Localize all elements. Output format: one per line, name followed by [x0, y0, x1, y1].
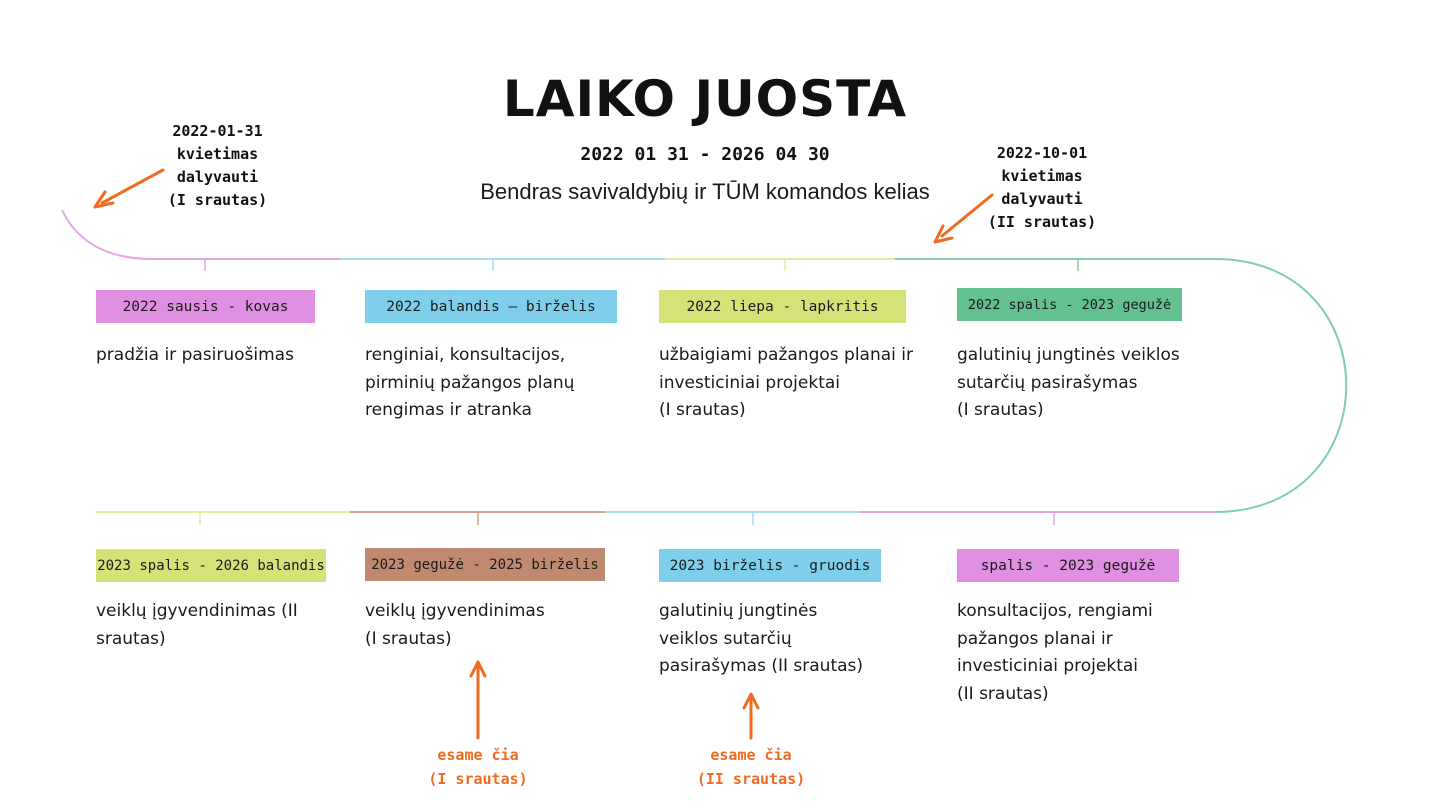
stage-badge-8: spalis - 2023 gegužė: [957, 549, 1179, 582]
callout-invitation-stream-2: [972, 142, 1112, 234]
stage-badge-7: 2023 birželis - gruodis: [659, 549, 881, 582]
callout-line: dalyvauti: [1001, 190, 1083, 208]
stage-desc-1: [96, 342, 336, 370]
callout-line: dalyvauti: [176, 168, 259, 186]
callout-line: 2022-10-01: [996, 144, 1088, 162]
stage-badge-1: 2022 sausis - kovas: [96, 290, 315, 323]
stage-desc-line: pradžia ir pasiruošimas: [96, 345, 294, 365]
track-turn-curve: [1215, 259, 1346, 512]
stage-desc-line: galutinių jungtinės: [659, 601, 818, 621]
page-title: LAIKO JUOSTA: [502, 70, 908, 128]
stage-badge-5: 2023 spalis - 2026 balandis: [96, 549, 326, 582]
stage-desc-line: užbaigiami pažangos planai ir: [659, 345, 913, 365]
stage-desc-line: investiciniai projektai: [957, 656, 1139, 676]
stage-desc-line: (I srautas): [365, 628, 452, 649]
here-arrow-2: [744, 694, 758, 738]
stage-desc-line: sutarčių pasirašymas: [957, 372, 1138, 393]
callout-line: (II srautas): [987, 213, 1097, 231]
here-marker-stream-1: [398, 743, 558, 791]
callout-line: (I srautas): [167, 191, 268, 209]
callout-line: 2022-01-31: [172, 122, 263, 140]
stage-desc-line: renginiai, konsultacijos,: [365, 345, 566, 365]
stage-desc-line: pažangos planai ir: [957, 628, 1113, 649]
here-marker-line: (II srautas): [696, 770, 806, 788]
stage-desc-line: (I srautas): [659, 400, 746, 420]
stage-desc-line: srautas): [96, 628, 166, 649]
stage-desc-8: [957, 598, 1217, 708]
stage-desc-line: galutinių jungtinės veiklos: [957, 345, 1180, 365]
stage-badge-2: 2022 balandis – birželis: [365, 290, 617, 323]
track-start-curve: [62, 210, 150, 259]
callout-invitation-stream-1: [150, 120, 285, 212]
stage-desc-line: pasirašymas (II srautas): [659, 656, 864, 676]
here-marker-line: esame čia: [437, 746, 519, 764]
callout-line: kvietimas: [1001, 167, 1083, 185]
stage-desc-line: pirminių pažangos planų: [365, 372, 575, 393]
stage-badge-3: 2022 liepa - lapkritis: [659, 290, 906, 323]
stage-desc-line: (II srautas): [957, 683, 1049, 704]
stage-desc-line: konsultacijos, rengiami: [957, 601, 1153, 621]
stage-desc-line: rengimas ir atranka: [365, 400, 532, 420]
here-marker-stream-2: [671, 743, 831, 791]
stage-badge-4: 2022 spalis - 2023 gegužė: [957, 288, 1182, 321]
stage-desc-line: veiklų įgyvendinimas: [365, 601, 545, 621]
stage-badge-6: 2023 gegužė - 2025 birželis: [365, 548, 605, 581]
stage-desc-line: veiklos sutarčių: [659, 628, 792, 649]
here-arrow-1: [471, 662, 485, 738]
stage-desc-2: [365, 342, 635, 425]
date-range: 2022 01 31 - 2026 04 30: [580, 144, 830, 165]
here-marker-line: esame čia: [710, 746, 792, 764]
stage-desc-3: [659, 342, 944, 425]
stage-desc-line: investiciniai projektai: [659, 372, 841, 393]
callout-line: kvietimas: [176, 145, 259, 163]
stage-desc-4: [957, 342, 1217, 425]
stage-desc-line: veiklų įgyvendinimas (II: [96, 601, 298, 621]
stage-desc-5: [96, 598, 336, 653]
stage-desc-6: [365, 598, 605, 653]
stage-desc-line: (I srautas): [957, 400, 1044, 420]
page-subtitle: Bendras savivaldybių ir TŪM komandos kelias: [480, 179, 930, 204]
here-marker-line: (I srautas): [428, 770, 528, 788]
stage-desc-7: [659, 598, 919, 681]
